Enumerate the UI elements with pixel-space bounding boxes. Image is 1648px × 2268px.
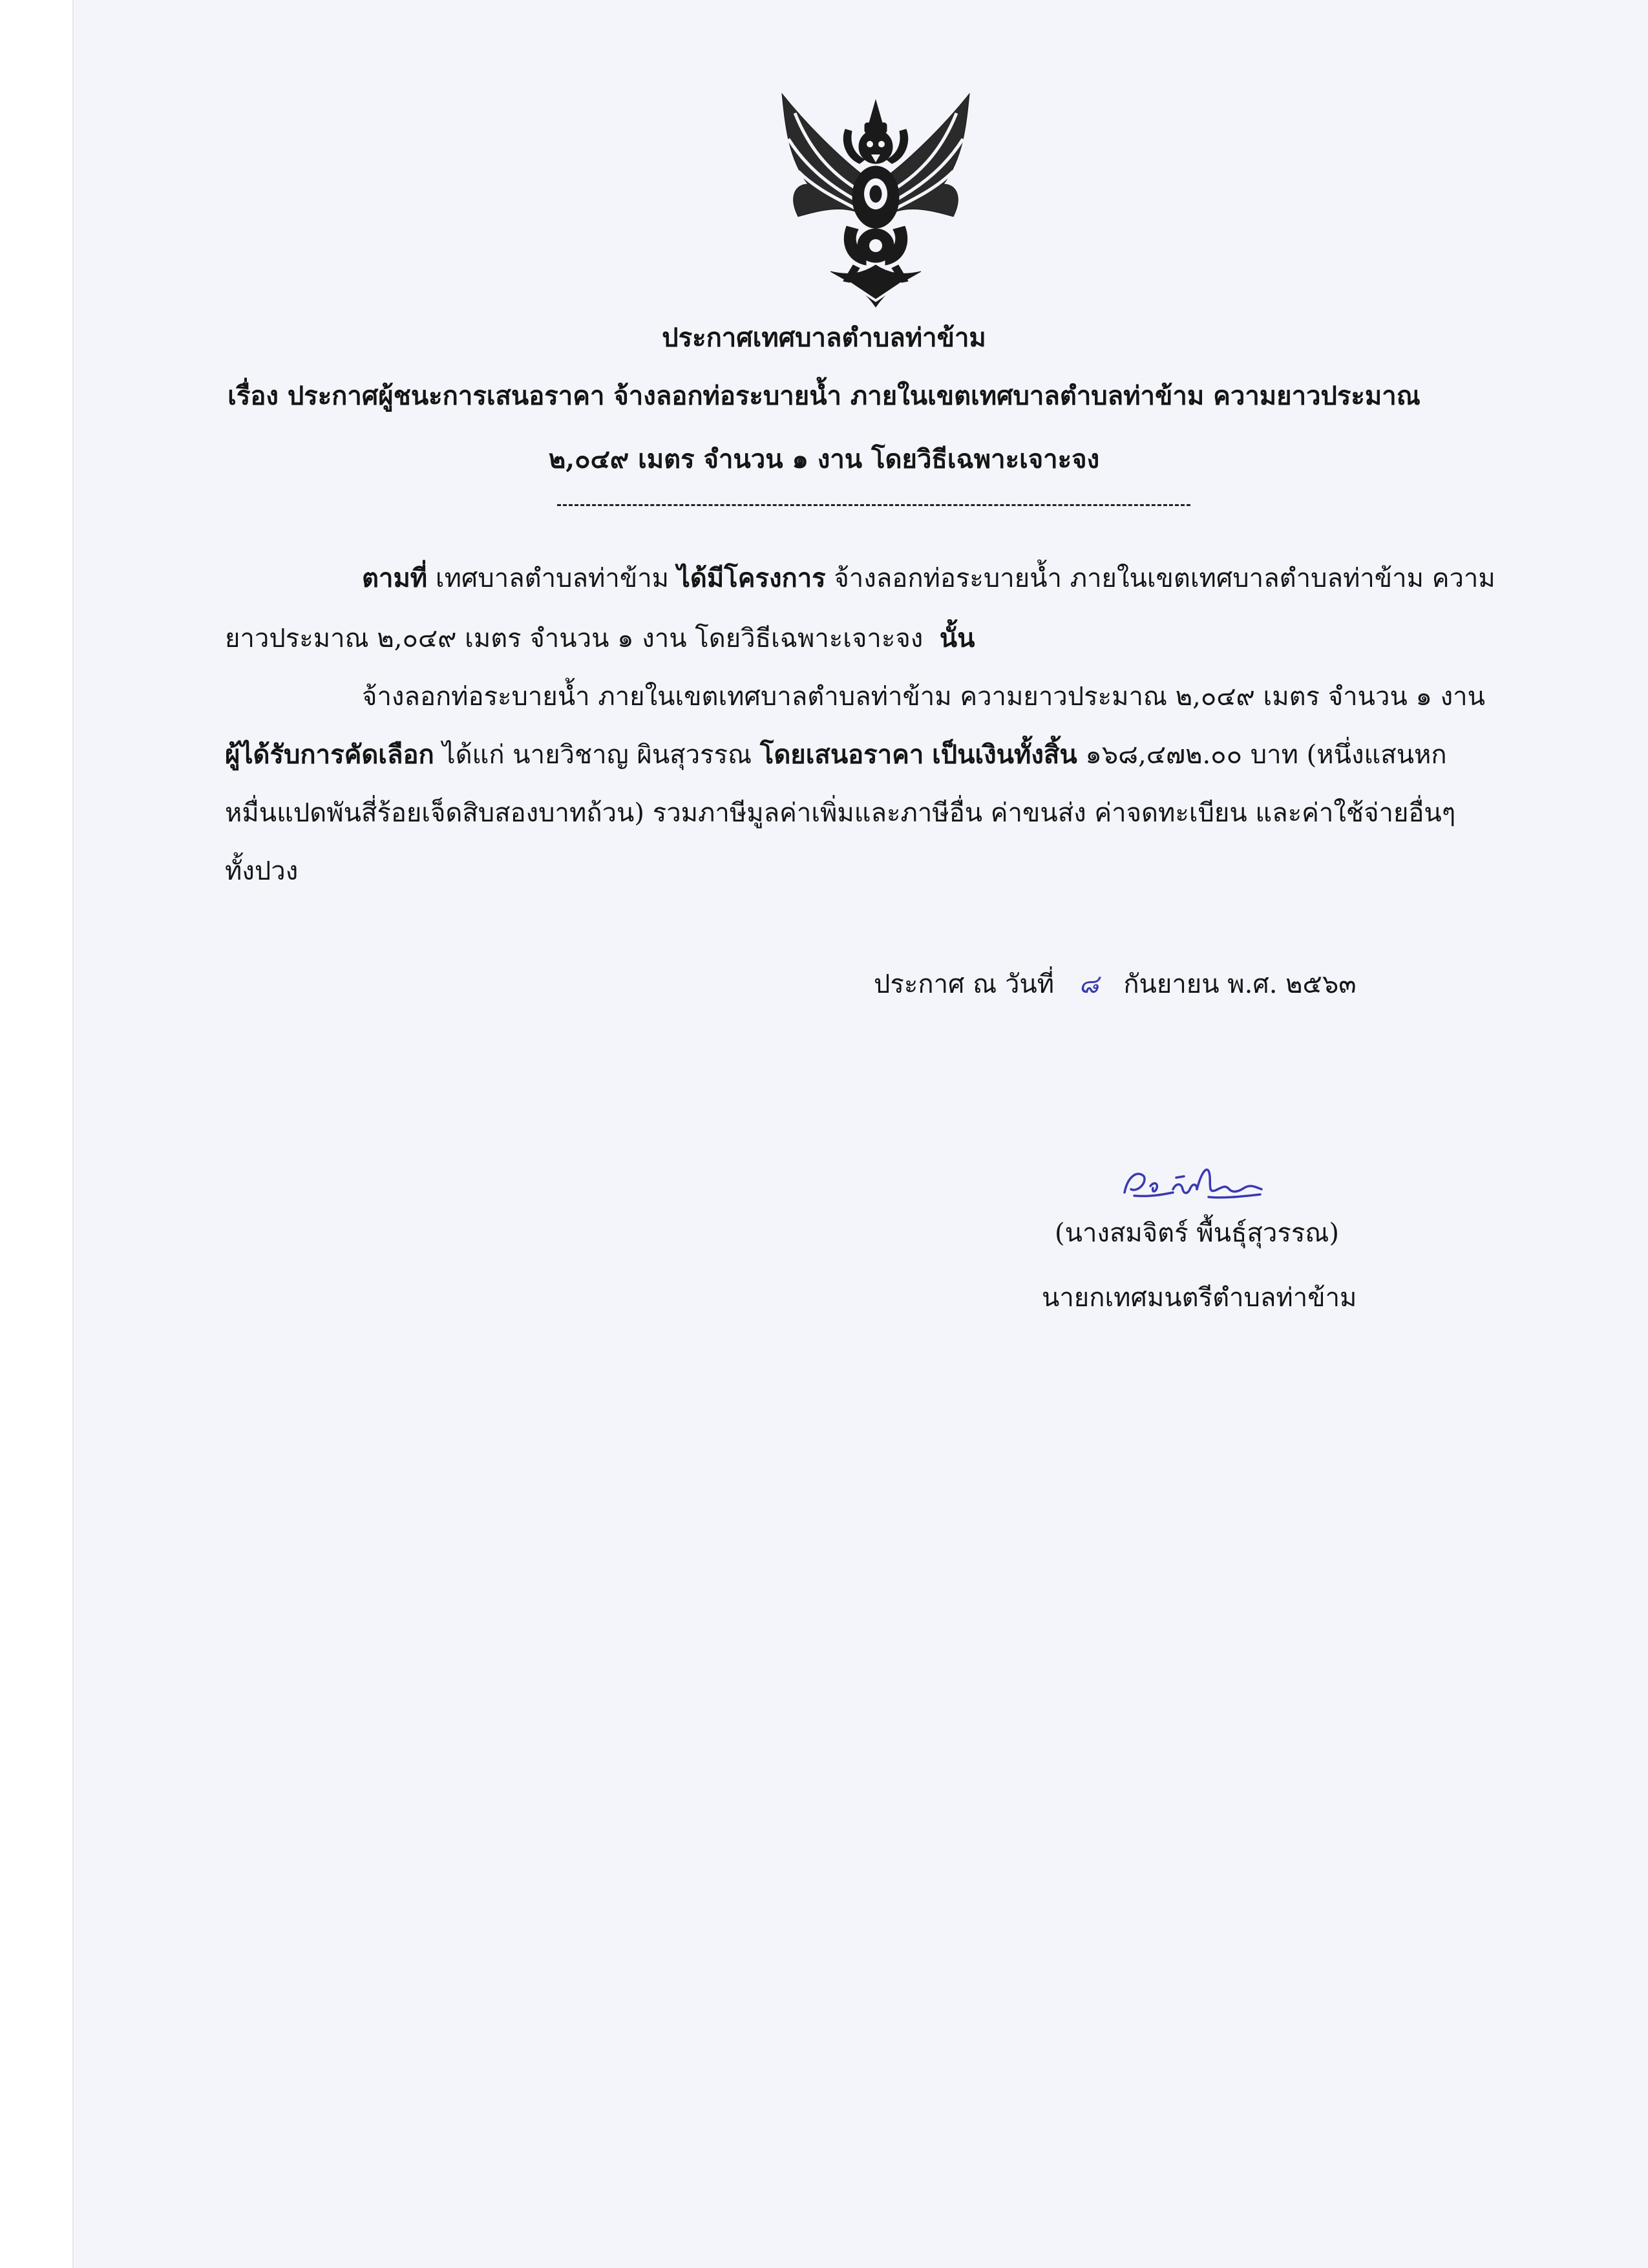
p1-length: ยาวประมาณ ๒,๐๔๙ เมตร จำนวน ๑ งาน โดยวิธีเฉพาะเจาะจง bbox=[225, 624, 924, 653]
title-divider bbox=[557, 504, 1190, 506]
garuda-emblem-icon bbox=[769, 87, 982, 313]
p1-lead: ตามที่ bbox=[362, 563, 428, 593]
p2-total-label: เป็นเงินทั้งสิ้น bbox=[932, 739, 1077, 770]
p2-bid-label: โดยเสนอราคา bbox=[759, 739, 924, 770]
subject-line-1 bbox=[0, 375, 1648, 416]
date-month-year: กันยายน พ.ศ. ๒๕๖๓ bbox=[1123, 970, 1357, 999]
handwritten-signature-icon bbox=[1112, 1157, 1280, 1209]
p2-winner-label: ได้แก่ bbox=[442, 740, 505, 770]
paragraph-2-line-4: ทั้งปวง bbox=[225, 856, 299, 886]
p2-winner-name: นายวิชาญ ผินสุวรรณ bbox=[512, 740, 752, 770]
p1-agency: เทศบาลตำบลท่าข้าม bbox=[435, 564, 670, 593]
paragraph-2-line-2 bbox=[225, 734, 1447, 775]
p1-end: นั้น bbox=[939, 623, 975, 653]
subject-label: เรื่อง bbox=[227, 381, 279, 411]
document-title: ประกาศเทศบาลตำบลท่าข้าม bbox=[662, 323, 986, 353]
p2-selected-label: ผู้ได้รับการคัดเลือก bbox=[225, 739, 434, 770]
date-prefix: ประกาศ ณ วันที่ bbox=[874, 970, 1055, 999]
p1-project: จ้างลอกท่อระบายน้ำ ภายในเขตเทศบาลตำบลท่าข้าม ความ bbox=[834, 564, 1495, 593]
signatory-name: (นางสมจิตร์ พื้นธุ์สุวรรณ) bbox=[1055, 1218, 1340, 1248]
announcement-date bbox=[874, 963, 1357, 1004]
signatory-position: นายกเทศมนตรีตำบลท่าข้าม bbox=[1042, 1283, 1357, 1313]
paragraph-1-line-2 bbox=[225, 617, 975, 659]
date-day: ๘ bbox=[1079, 970, 1099, 999]
paragraph-2-line-3: หมื่นแปดพันสี่ร้อยเจ็ดสิบสองบาทถ้วน) รวมภาษีมูลค่าเพิ่มและภาษีอื่น ค่าขนส่ง ค่าจดทะเบียน และค่าใช้จ่ายอื่นๆ bbox=[225, 798, 1456, 828]
subject-text-1: ประกาศผู้ชนะการเสนอราคา จ้างลอกท่อระบายน้ำ ภายในเขตเทศบาลตำบลท่าข้าม ความยาวประมาณ bbox=[287, 381, 1421, 411]
subject-line-2: ๒,๐๔๙ เมตร จำนวน ๑ งาน โดยวิธีเฉพาะเจาะจง bbox=[548, 444, 1100, 474]
p2-amount: ๑๖๘,๔๗๒.๐๐ บาท (หนึ่งแสนหก bbox=[1085, 740, 1447, 770]
p1-project-label: ได้มีโครงการ bbox=[677, 563, 826, 593]
paragraph-1-line-1 bbox=[362, 557, 1495, 599]
paragraph-2-line-1: จ้างลอกท่อระบายน้ำ ภายในเขตเทศบาลตำบลท่าข้าม ความยาวประมาณ ๒,๐๔๙ เมตร จำนวน ๑ งาน bbox=[362, 682, 1485, 712]
